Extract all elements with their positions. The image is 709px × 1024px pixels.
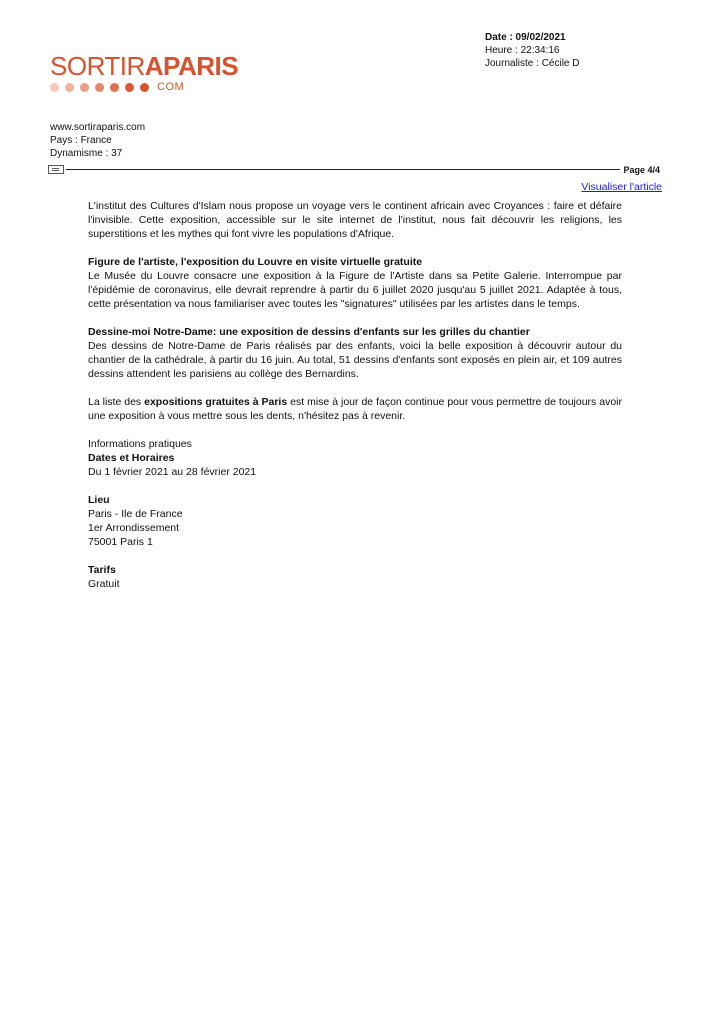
section-notre-dame-body: Des dessins de Notre-Dame de Paris réalisés par des enfants, voici la belle exposition à découvrir autour du chantier de la cathédrale, à partir du 16 juin. Au total, 51 dessins d'enfants sont exposés en plein air, et 109 autres dessins attendent les parisiens au collège des Bernardins. xyxy=(88,340,622,380)
practical-info xyxy=(88,437,622,479)
section-louvre xyxy=(88,255,622,311)
logo-dot xyxy=(125,83,134,92)
exhibitions-list-paragraph xyxy=(88,395,622,423)
location-line-2: 1er Arrondissement xyxy=(88,522,180,534)
website-text: www.sortiraparis.com xyxy=(50,122,146,133)
dates-value: Du 1 février 2021 au 28 février 2021 xyxy=(88,466,257,478)
article-intro: L'institut des Cultures d'Islam nous propose un voyage vers le continent africain avec Croyances : faire et défaire l'invisible. Cette exposition, accessible sur le site internet de l'institut, nous fait découvrir les religions, les superstitions et les mythes qui font vivre les populations d'Afrique. xyxy=(88,200,622,240)
logo-dot xyxy=(65,83,74,92)
section-notre-dame xyxy=(88,325,622,381)
page-number: Page 4/4 xyxy=(623,165,660,175)
view-article-link[interactable]: Visualiser l'article xyxy=(581,181,662,193)
dynamism-text: Dynamisme : 37 xyxy=(50,148,123,159)
journalist-text: Journaliste : Cécile D xyxy=(485,58,580,69)
document-icon xyxy=(48,165,64,174)
pricing-info xyxy=(88,563,622,591)
pricing-value: Gratuit xyxy=(88,578,120,590)
header-rule xyxy=(48,163,660,177)
logo-dot xyxy=(110,83,119,92)
logo-wordmark xyxy=(50,51,239,81)
location-line-1: Paris - Ile de France xyxy=(88,508,183,520)
section-notre-dame-title: Dessine-moi Notre-Dame: une exposition de dessins d'enfants sur les grilles du chantier xyxy=(88,326,530,338)
logo-wordmark-part1: SORTIR xyxy=(50,51,145,81)
section-louvre-body: Le Musée du Louvre consacre une exposition à la Figure de l'Artiste dans sa Petite Galerie. Interrompue par l'épidémie de coronavirus, elle devrait reprendre à partir du 6 juillet 2020 jusqu'au 5 juillet 2021. Adaptée à tous, cette présentation va nous familiariser avec toutes les "signatures" utilisées par les artistes dans le temps. xyxy=(88,270,622,310)
logo-dots xyxy=(50,83,149,92)
logo-com: COM xyxy=(157,81,185,93)
section-louvre-title: Figure de l'artiste, l'exposition du Louvre en visite virtuelle gratuite xyxy=(88,256,423,268)
document-meta xyxy=(485,31,579,70)
date-text: Date : 09/02/2021 xyxy=(485,32,566,43)
source-info xyxy=(50,121,145,160)
location-line-3: 75001 Paris 1 xyxy=(88,536,153,548)
list-text-after: est mise à jour de façon continue pour vous permettre de toujours avoir une exposition à vous mettre sous les dents, n'hésitez pas à revenir. xyxy=(88,396,622,422)
article-body xyxy=(88,199,622,605)
logo-wordmark-part2: APARIS xyxy=(144,51,239,81)
pricing-title: Tarifs xyxy=(88,564,116,576)
sortiraparis-logo xyxy=(50,51,239,93)
logo-dot xyxy=(95,83,104,92)
practical-info-label: Informations pratiques xyxy=(88,438,192,450)
time-text: Heure : 22:34:16 xyxy=(485,45,560,56)
logo-dot xyxy=(140,83,149,92)
location-info xyxy=(88,493,622,549)
logo-subline xyxy=(50,81,220,93)
free-exhibitions-link[interactable]: expositions gratuites à Paris xyxy=(144,396,288,408)
list-text-before: La liste des xyxy=(88,396,145,408)
logo-dot xyxy=(80,83,89,92)
location-title: Lieu xyxy=(88,494,110,506)
logo-dot xyxy=(50,83,59,92)
dates-title: Dates et Horaires xyxy=(88,452,175,464)
country-text: Pays : France xyxy=(50,135,112,146)
divider xyxy=(66,169,620,170)
